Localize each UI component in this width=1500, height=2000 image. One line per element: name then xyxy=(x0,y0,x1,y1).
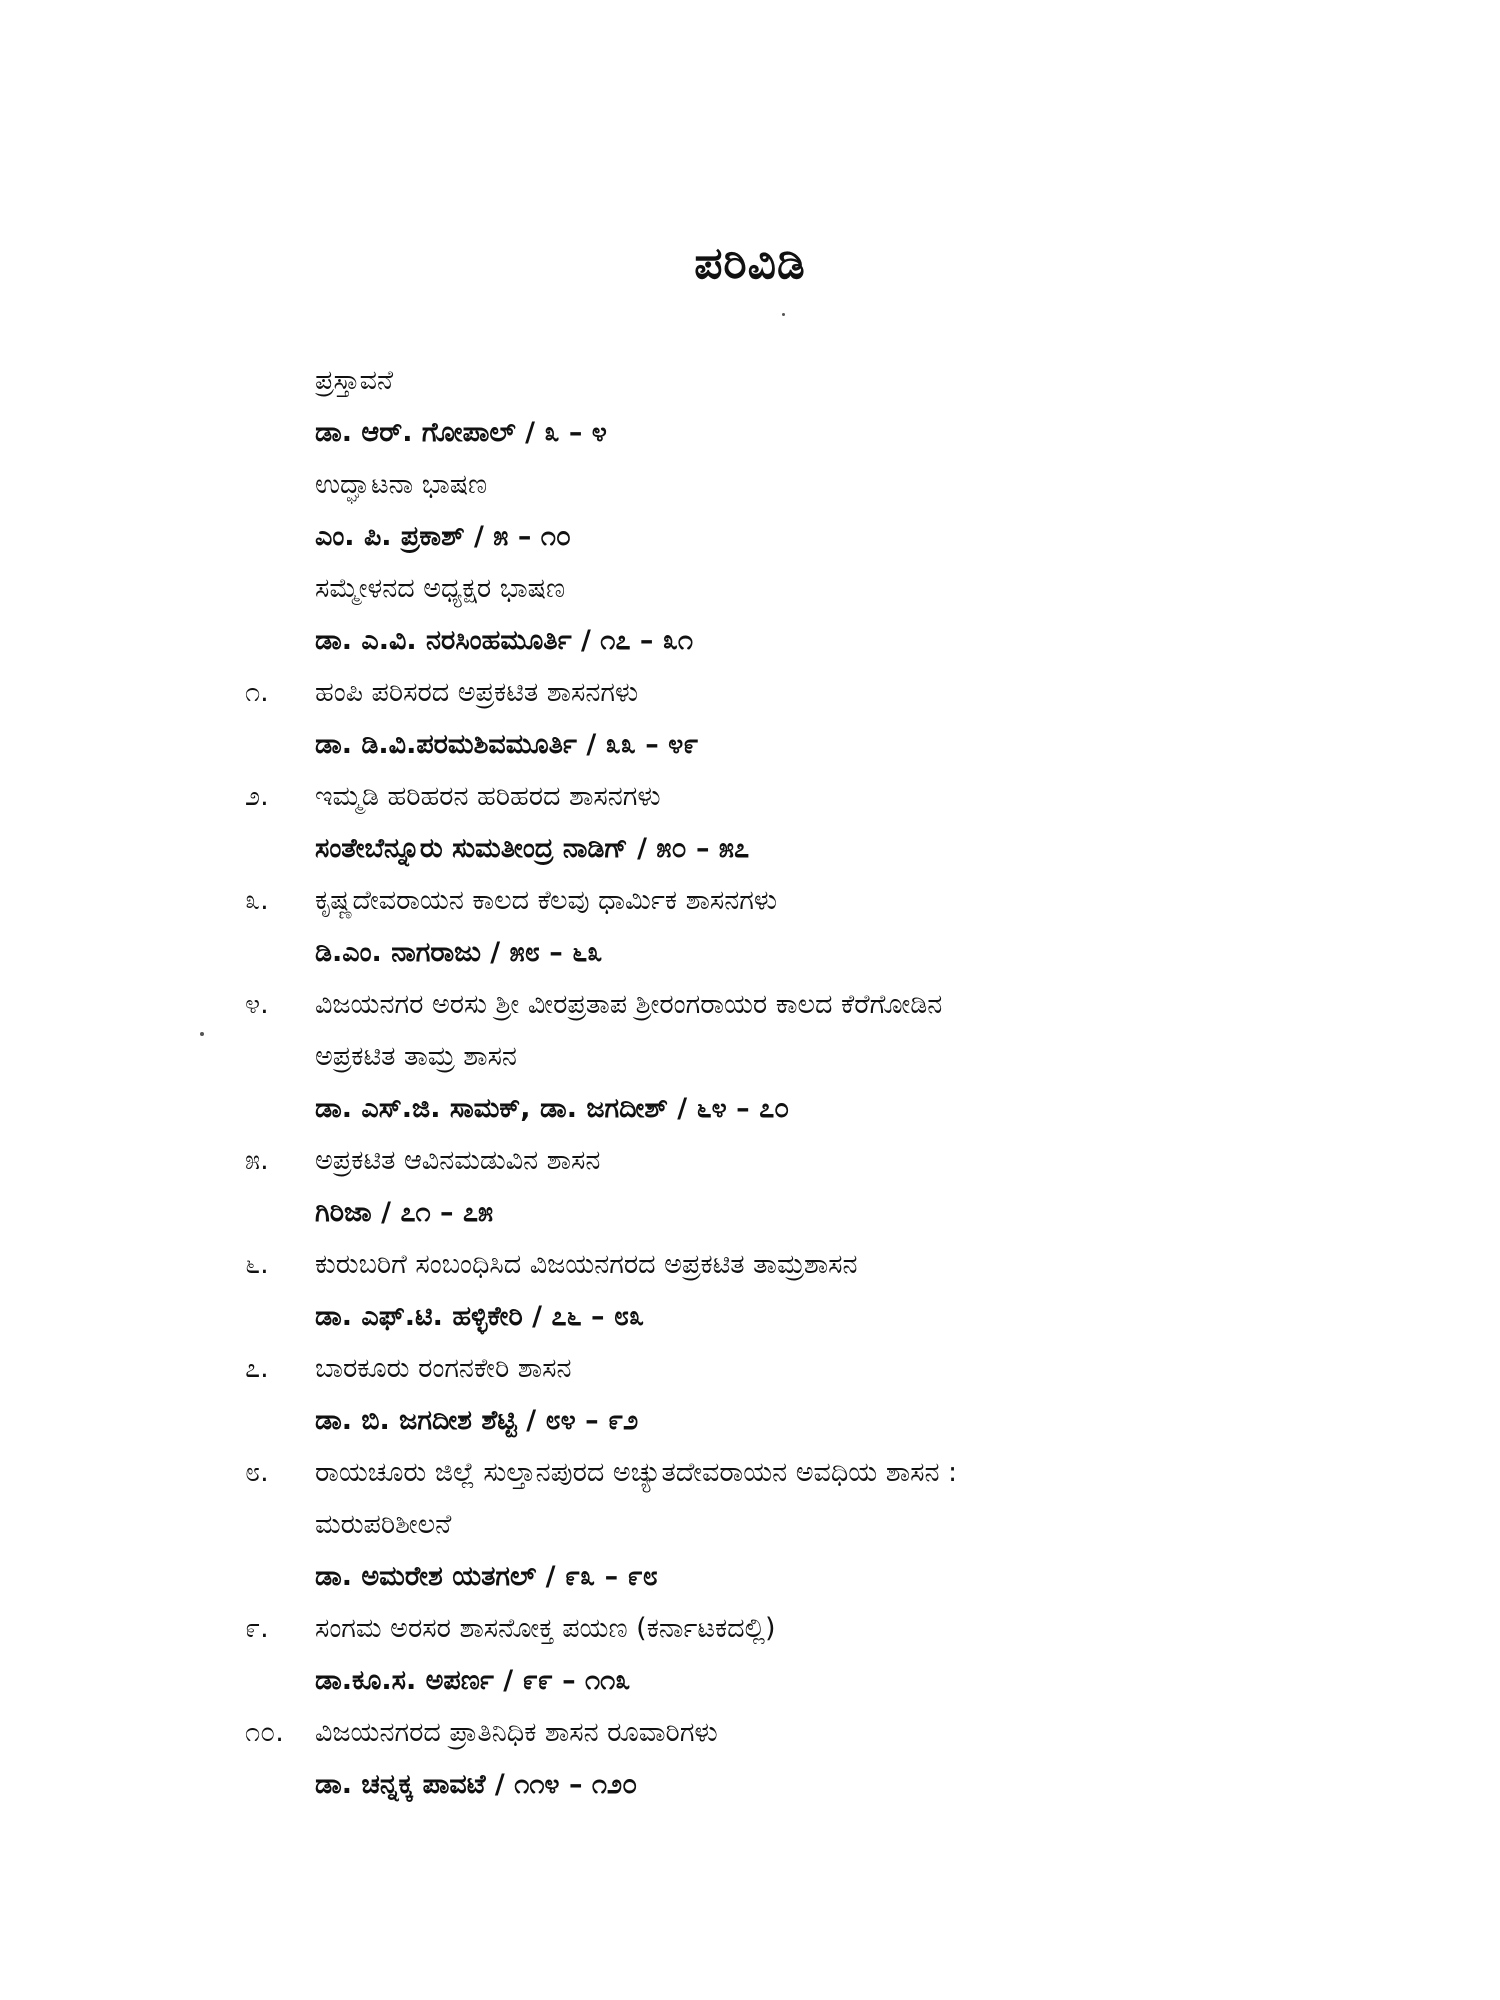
entry-author-pages: ಡಾ.ಕೂ.ಸ. ಅಪರ್ಣ / ೯೯ – ೧೧೩ xyxy=(315,1665,631,1696)
entry-author-pages: ಗಿರಿಜಾ / ೭೧ – ೭೫ xyxy=(315,1197,494,1228)
entry-author-pages: ಡಾ. ಬಿ. ಜಗದೀಶ ಶೆಟ್ಟಿ / ೮೪ – ೯೨ xyxy=(315,1405,639,1436)
toc-entry xyxy=(0,771,1500,875)
toc-entry xyxy=(0,875,1500,979)
entry-title: ಅಪ್ರಕಟಿತ ಆವಿನಮಡುವಿನ ಶಾಸನ xyxy=(315,1145,601,1176)
entry-number: ೩. xyxy=(245,885,269,916)
entry-author-pages: ಡಾ. ಎಸ್.ಜಿ. ಸಾಮಕ್, ಡಾ. ಜಗದೀಶ್ / ೬೪ – ೭೦ xyxy=(315,1093,790,1124)
entry-title: ಸಂಗಮ ಅರಸರ ಶಾಸನೋಕ್ತ ಪಯಣ (ಕರ್ನಾಟಕದಲ್ಲಿ) xyxy=(315,1613,776,1644)
toc-entry xyxy=(0,1447,1500,1603)
toc-entry xyxy=(0,979,1500,1135)
entry-author-pages: ಡಾ. ಚನ್ನಕ್ಕ ಪಾವಟೆ / ೧೧೪ – ೧೨೦ xyxy=(315,1769,638,1800)
toc-entry xyxy=(0,1707,1500,1811)
toc-entry xyxy=(0,1343,1500,1447)
entry-title: ಬಾರಕೂರು ರಂಗನಕೇರಿ ಶಾಸನ xyxy=(315,1353,572,1384)
entry-title: ಅಪ್ರಕಟಿತ ತಾಮ್ರ ಶಾಸನ xyxy=(315,1041,517,1072)
entry-title: ಮರುಪರಿಶೀಲನೆ xyxy=(315,1509,452,1540)
entry-title: ಕುರುಬರಿಗೆ ಸಂಬಂಧಿಸಿದ ವಿಜಯನಗರದ ಅಪ್ರಕಟಿತ ತಾಮ್ರಶಾಸನ xyxy=(315,1249,858,1280)
entry-author-pages: ಡಾ. ಎ.ವಿ. ನರಸಿಂಹಮೂರ್ತಿ / ೧೭ – ೩೧ xyxy=(315,625,693,656)
entry-number: ೨. xyxy=(245,781,269,812)
scan-speck xyxy=(200,1032,204,1036)
toc-entry xyxy=(0,1135,1500,1239)
entry-title: ವಿಜಯನಗರ ಅರಸು ಶ್ರೀ ವೀರಪ್ರತಾಪ ಶ್ರೀರಂಗರಾಯರ ಕಾಲದ ಕೆರೆಗೋಡಿನ xyxy=(315,989,943,1020)
entry-title: ಹಂಪಿ ಪರಿಸರದ ಅಪ್ರಕಟಿತ ಶಾಸನಗಳು xyxy=(315,677,639,708)
entry-number: ೬. xyxy=(245,1249,269,1280)
entry-number: ೯. xyxy=(245,1613,269,1644)
entry-author-pages: ಡಿ.ಎಂ. ನಾಗರಾಜು / ೫೮ – ೬೩ xyxy=(315,937,603,968)
entry-title: ರಾಯಚೂರು ಜಿಲ್ಲೆ ಸುಲ್ತಾನಪುರದ ಅಚ್ಯುತದೇವರಾಯನ ಅವಧಿಯ ಶಾಸನ : xyxy=(315,1457,958,1488)
toc-entry xyxy=(0,667,1500,771)
entry-author-pages: ಡಾ. ಎಫ್.ಟಿ. ಹಳ್ಳಿಕೇರಿ / ೭೬ – ೮೩ xyxy=(315,1301,645,1332)
entry-author-pages: ಡಾ. ಡಿ.ವಿ.ಪರಮಶಿವಮೂರ್ತಿ / ೩೩ – ೪೯ xyxy=(315,729,699,760)
entry-number: ೮. xyxy=(245,1457,269,1488)
entry-number: ೪. xyxy=(245,989,269,1020)
entry-author-pages: ಸಂತೇಬೆನ್ನೂರು ಸುಮತೀಂದ್ರ ನಾಡಿಗ್ / ೫೦ – ೫೭ xyxy=(315,833,750,864)
entry-author-pages: ಡಾ. ಆರ್. ಗೋಪಾಲ್ / ೩ – ೪ xyxy=(315,417,607,448)
entry-number: ೭. xyxy=(245,1353,269,1384)
toc-entry xyxy=(0,355,1500,459)
entry-title: ಇಮ್ಮಡಿ ಹರಿಹರನ ಹರಿಹರದ ಶಾಸನಗಳು xyxy=(315,781,661,812)
toc-entry xyxy=(0,1603,1500,1707)
entry-author-pages: ಎಂ. ಪಿ. ಪ್ರಕಾಶ್ / ೫ – ೧೦ xyxy=(315,521,571,552)
table-of-contents xyxy=(0,355,1500,1811)
entry-title: ಸಮ್ಮೇಳನದ ಅಧ್ಯಕ್ಷರ ಭಾಷಣ xyxy=(315,573,566,604)
page-title: ಪರಿವಿಡಿ xyxy=(694,238,806,289)
entry-title: ಕೃಷ್ಣದೇವರಾಯನ ಕಾಲದ ಕೆಲವು ಧಾರ್ಮಿಕ ಶಾಸನಗಳು xyxy=(315,885,778,916)
entry-number: ೧. xyxy=(245,677,269,708)
toc-entry xyxy=(0,1239,1500,1343)
entry-number: ೧೦. xyxy=(245,1717,284,1748)
toc-entry xyxy=(0,563,1500,667)
toc-entry xyxy=(0,459,1500,563)
entry-number: ೫. xyxy=(245,1145,269,1176)
entry-title: ಪ್ರಸ್ತಾವನೆ xyxy=(315,365,394,396)
entry-title: ವಿಜಯನಗರದ ಪ್ರಾತಿನಿಧಿಕ ಶಾಸನ ರೂವಾರಿಗಳು xyxy=(315,1717,718,1748)
scan-speck xyxy=(782,313,785,316)
entry-title: ಉದ್ಘಾಟನಾ ಭಾಷಣ xyxy=(315,469,488,500)
entry-author-pages: ಡಾ. ಅಮರೇಶ ಯತಗಲ್ / ೯೩ – ೯೮ xyxy=(315,1561,658,1592)
